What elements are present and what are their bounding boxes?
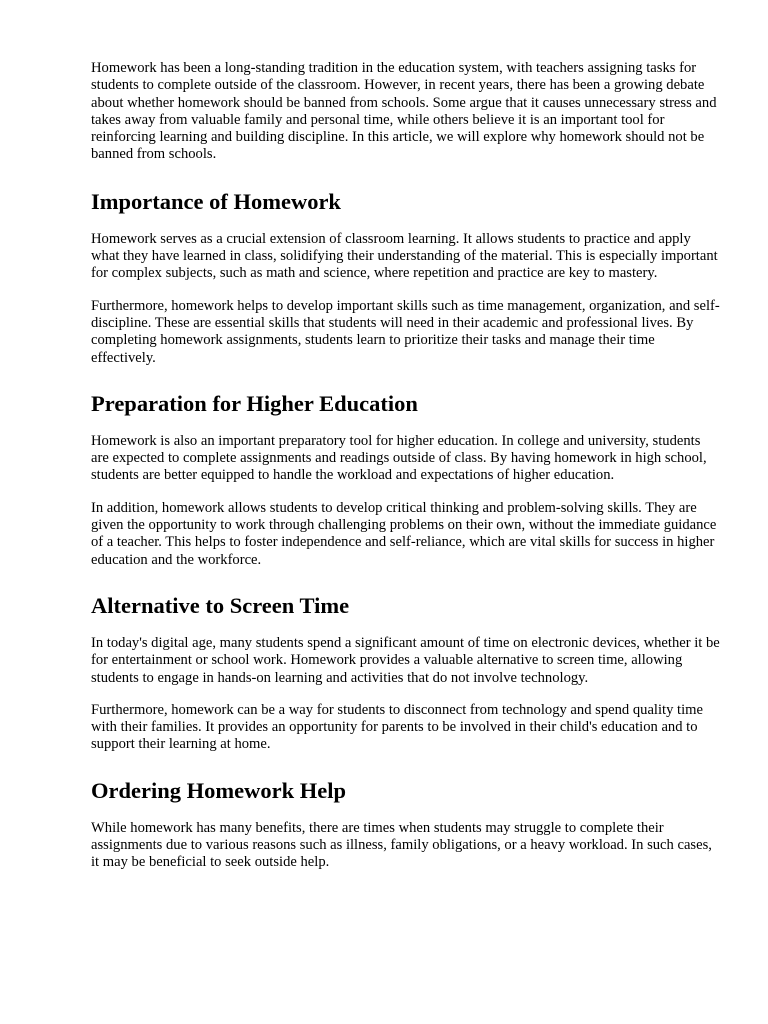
- section-heading-screen-time: Alternative to Screen Time: [91, 592, 350, 618]
- section-paragraph: In today's digital age, many students spend a significant amount of time on electronic devices, whether it be for entertainment or school work. Homework provides a valuable alternative to screen time, allowing students to engage in hands-on learning and activities that do not involve technology.: [91, 634, 720, 686]
- section-heading-importance: Importance of Homework: [91, 188, 341, 214]
- section-paragraph: Homework serves as a crucial extension of classroom learning. It allows students to practice and apply what they have learned in class, solidifying their understanding of the material. This is especially important for complex subjects, such as math and science, where repetition and practice are key to mastery.: [91, 230, 718, 282]
- document-page: [91, 60, 721, 872]
- section-paragraph: In addition, homework allows students to develop critical thinking and problem-solving skills. They are given the opportunity to work through challenging problems on their own, without the immediate guidance of a teacher. This helps to foster independence and self-reliance, which are vital skills for success in higher education and the workforce.: [91, 499, 717, 568]
- section-heading-preparation: Preparation for Higher Education: [91, 390, 418, 416]
- section-paragraph: While homework has many benefits, there are times when students may struggle to complete their assignments due to various reasons such as illness, family obligations, or a heavy workload. In such cases, it may be beneficial to seek outside help.: [91, 819, 712, 871]
- section-paragraph: Furthermore, homework helps to develop important skills such as time management, organization, and self-discipline. These are essential skills that students will need in their academic and professional lives. By completing homework assignments, students learn to prioritize their tasks and manage their time effectively.: [91, 297, 720, 366]
- section-heading-ordering-help: Ordering Homework Help: [91, 777, 346, 803]
- section-paragraph: Furthermore, homework can be a way for students to disconnect from technology and spend quality time with their families. It provides an opportunity for parents to be involved in their child's education and to support their learning at home.: [91, 701, 703, 753]
- section-paragraph: Homework is also an important preparatory tool for higher education. In college and university, students are expected to complete assignments and readings outside of class. By having homework in high school, students are better equipped to handle the workload and expectations of higher education.: [91, 432, 707, 484]
- intro-paragraph: Homework has been a long-standing tradition in the education system, with teachers assigning tasks for students to complete outside of the classroom. However, in recent years, there has been a growing debate about whether homework should be banned from schools. Some argue that it causes unnecessary stress and takes away from valuable family and personal time, while others believe it is an important tool for reinforcing learning and building discipline. In this article, we will explore why homework should not be banned from schools.: [91, 60, 717, 163]
